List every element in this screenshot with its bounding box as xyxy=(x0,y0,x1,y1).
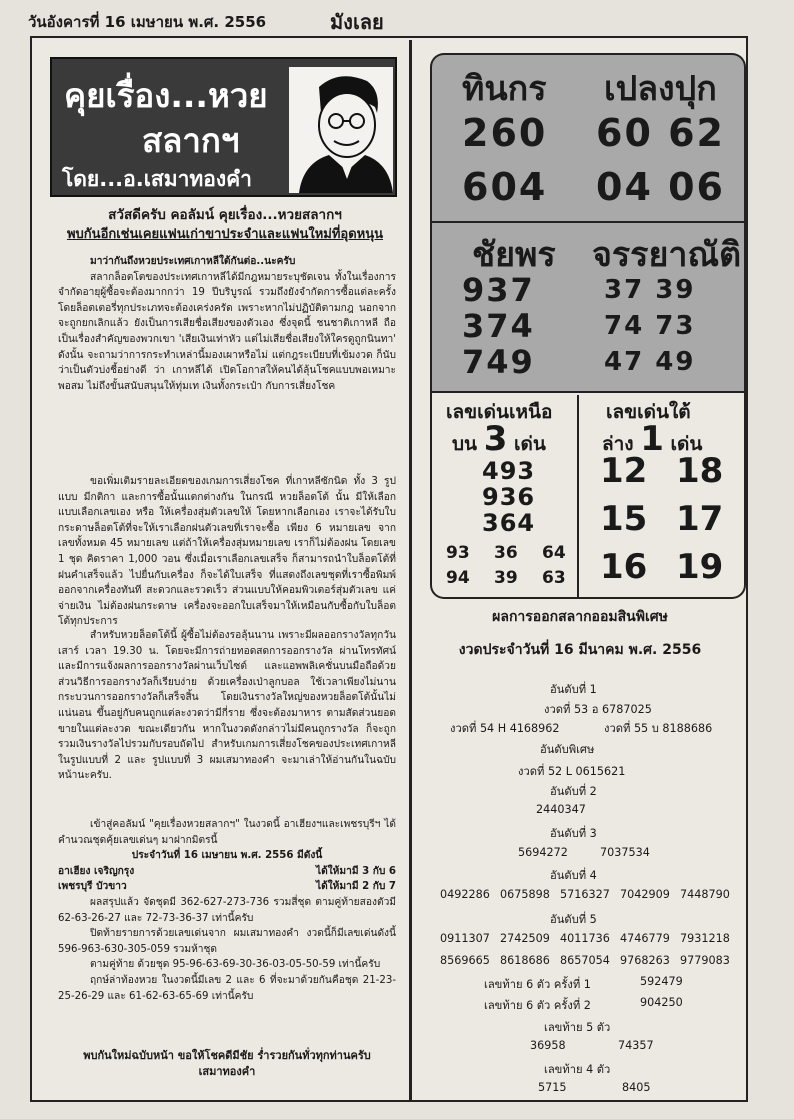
article-date-line: ประจำวันที่ 16 เมษายน พ.ศ. 2556 มีดังนี้ xyxy=(131,850,323,862)
lottery-heading: ผลการออกสลากออมสินพิเศษ xyxy=(492,609,668,625)
rank4-number: 5716327 xyxy=(560,888,610,901)
number-pair: 47 49 xyxy=(604,347,696,377)
prediction-panel-2 xyxy=(430,221,746,393)
number-pair: 04 06 xyxy=(596,165,725,209)
last6-1-label: เลขท้าย 6 ตัว ครั้งที่ 1 xyxy=(484,978,591,991)
rank4-number: 0492286 xyxy=(440,888,490,901)
bottom-pair: 19 xyxy=(676,547,724,587)
predictor-name-a: ทินกร xyxy=(462,69,547,109)
predictor-name-b: จรรยาณัติ xyxy=(592,235,742,275)
special-label: อันดับพิเศษ xyxy=(540,743,595,756)
rank5-number: 8657054 xyxy=(560,954,610,967)
article-text: ผลสรุปแล้ว จัดชุดมี 362-627-273-736 รวมสี่ชุด ตามคู่ท้ายสองตัวมี 62-63-26-27 และ 72-73-36-37 เท่านี้ครับ xyxy=(58,896,396,924)
rank5-label: อันดับที่ 5 xyxy=(550,913,597,926)
rank3-number: 7037534 xyxy=(600,846,650,859)
last6-1-number: 592479 xyxy=(640,975,683,988)
last4-number: 8405 xyxy=(622,1081,651,1094)
article-paragraph-1 xyxy=(58,254,396,394)
predictor-name: เพชรบุรี บัวขาว xyxy=(58,881,127,893)
rank3-number: 5694272 xyxy=(518,846,568,859)
article-paragraph-3: สำหรับหวยล็อตโต้นี้ ผู้ซื้อไม่ต้องรอลุ้นนาน เพราะมีผลออกรางวัลทุกวันเสาร์ เวลา 19.30 น. โดยจะมีการถ่ายทอดสดการออกรางวัล ผ่านโทรทัศน์ และมีการแจ้งผลการออกรางวัลผ่านเว็บไซต์ และแอพพลิเคชั่นบนมือถือด้วย ส่วนวิธีการออกรางวัลก็เรียบง่าย ด้วยเครื่องเป่าลูกบอล ใช้เวลาเพียงไม่นาน กระบวนการออกรางวัลก็เสร็จสิ้น โดยเงินรางวัลใหญ่ของหวยล็อตโต้นั้นไม่แน่นอน ขึ้นอยู่กับคนถูกแต่ละงวดว่ามีกี่ราย ซึ่งจะต้องมาหาร ตามสัดส่วนยอดขายในแต่ละงวด ขณะเดียวกัน หากในงวดดังกล่าวไม่มีคนถูกรางวัล ก็จะถูกรวมเงินรางวัลไปรวมกับรอบถัดไป สำหรับเกมการเสี่ยงโชคของประเทศเกาหลีในรูปแบบที่ 2 และ รูปแบบที่ 3 ผมเสมาทองคำ จะมาเล่าให้อ่านกันในฉบับหน้านะครับ. xyxy=(58,630,396,782)
greeting: สวัสดีครับ คอลัมน์ คุยเรื่อง...หวยสลากฯ xyxy=(108,207,342,223)
rank5-number: 9768263 xyxy=(620,954,670,967)
panel-divider xyxy=(577,395,579,598)
number-3digit: 260 xyxy=(462,111,548,155)
number-pair: 37 39 xyxy=(604,275,696,305)
bottom-pair: 18 xyxy=(676,451,724,491)
rank4-label: อันดับที่ 4 xyxy=(550,869,597,882)
bottom-pair: 17 xyxy=(676,499,724,539)
article-text: ฤกษ์ล่าท้องหวย ในงวดนี้มีเลข 2 และ 6 ที่จะมาด้วยกันคือชุด 21-23-25-26-29 และ 61-62-63-65-69 เท่านี้ครับ xyxy=(58,974,396,1002)
rank5-number: 7931218 xyxy=(680,932,730,945)
top-pair: 94 xyxy=(446,568,470,588)
rank1-line: งวดที่ 54 H 4168962 xyxy=(450,722,560,735)
last6-2-label: เลขท้าย 6 ตัว ครั้งที่ 2 xyxy=(484,999,591,1012)
predictor-name-b: เปลงปุก xyxy=(604,69,717,109)
top-pair: 64 xyxy=(542,543,566,563)
rank4-number: 7448790 xyxy=(680,888,730,901)
top-pair: 63 xyxy=(542,568,566,588)
banner-title-2: สลากฯ xyxy=(142,121,240,160)
article-text: ปิดท้ายรายการด้วยเลขเด่นจาก ผมเสมาทองคำ งวดนี้ก็มีเลขเด่นดังนี้ 596-963-630-305-059 รวมห้าชุด xyxy=(58,928,396,955)
last5-number: 74357 xyxy=(618,1039,654,1052)
top-number: 493 xyxy=(482,457,536,485)
article-paragraph-4 xyxy=(58,817,396,1004)
rank4-number: 7042909 xyxy=(620,888,670,901)
bottom-pair: 16 xyxy=(600,547,648,587)
rank5-number: 0911307 xyxy=(440,932,490,945)
number-3digit: 749 xyxy=(462,343,535,381)
rank5-number: 2742509 xyxy=(500,932,550,945)
featured-numbers-panel xyxy=(430,393,746,599)
top-number: 364 xyxy=(482,509,536,537)
closing-line: พบกันใหม่ฉบับหน้า ขอให้โชคดีมีชัย ร่ำรวยกันทั่วทุกท่านครับ xyxy=(83,1049,371,1062)
last5-label: เลขท้าย 5 ตัว xyxy=(544,1021,611,1034)
rank3-label: อันดับที่ 3 xyxy=(550,827,597,840)
bottom-title: เลขเด่นใต้ xyxy=(606,401,691,423)
rank5-number: 8618686 xyxy=(500,954,550,967)
rank5-number: 9779083 xyxy=(680,954,730,967)
closing xyxy=(58,1048,396,1080)
rank5-number: 8569665 xyxy=(440,954,490,967)
top-title: เลขเด่นเหนือ xyxy=(446,401,553,423)
lottery-subheading: งวดประจำวันที่ 16 มีนาคม พ.ศ. 2556 xyxy=(458,642,702,658)
prediction-row xyxy=(58,879,396,895)
top-pair: 36 xyxy=(494,543,518,563)
page-date: วันอังคารที่ 16 เมษายน พ.ศ. 2556 xyxy=(28,13,267,31)
rank2-label: อันดับที่ 2 xyxy=(550,785,597,798)
rank2-number: 2440347 xyxy=(536,803,586,816)
predictor-name-a: ชัยพร xyxy=(472,235,556,275)
last6-2-number: 904250 xyxy=(640,996,683,1009)
article-text: สลากล็อตโตของประเทศเกาหลีได้มีกฎหมายระบุชัดเจน ทั้งในเรื่องการจำกัดอายุผู้ซื้อจะต้องมากกว่า 19 ปีบริบูรณ์ รวมถึงยังจำกัดการซื้อแต่ละครั้ง โดยล็อตเตอรี่ทุกประเภทจะต้องเคร่งครัด เพราะหากไม่ปฏิบัติตามกฎ นอกจากจะถูกยกเลิกแล้ว ยังเป็นการเสียชื่อเสียงของตัวเอง ซึ่งจุดนี้ ชนชาติเกาหลี ถือเป็นเรื่องสำคัญของพวกเขา 'เสียเงินเท่าหัว แต่ไม่เสียชื่อเสียงให้ใครดูถูกนินทา' ดังนั้น จะถามว่าการกระทำเหล่านี้มองเผาหรือไม่ แต่กฎระเบียบที่เข้มงวด ก็นับว่าเป็นตัวบ่งชี้อย่างดี ว่า เกาหลีได้ เปิดโอกาสให้คนได้ลุ้นโชคแบบพอเหมาะพอสม ไม่ถึงขั้นสนับสนุนให้ทุ่มเท เงินทั้งกระเป๋า กับการเสี่ยงโชค xyxy=(58,271,396,392)
number-pair: 60 62 xyxy=(596,111,725,155)
bottom-pair: 15 xyxy=(600,499,648,539)
top-number: 936 xyxy=(482,483,536,511)
rank1-line: งวดที่ 53 อ 6787025 xyxy=(544,703,652,716)
last4-number: 5715 xyxy=(538,1081,567,1094)
rank5-number: 4746779 xyxy=(620,932,670,945)
banner-title-1: คุยเรื่อง...หวย xyxy=(64,76,268,115)
prediction-panel-1 xyxy=(430,53,746,221)
special-line: งวดที่ 52 L 0615621 xyxy=(518,765,626,778)
section-title: มังเลย xyxy=(330,10,384,34)
closing-signature: เสมาทองคำ xyxy=(198,1065,256,1078)
rank4-number: 0675898 xyxy=(500,888,550,901)
bottom-count: 1 xyxy=(640,419,664,459)
bottom-subtitle: ล่าง 1 เด่น xyxy=(602,419,703,459)
article-text: ตามคู่ท้าย ด้วยชุด 95-96-63-69-30-36-03-05-50-59 เท่านี้ครับ xyxy=(90,959,381,971)
number-3digit: 937 xyxy=(462,271,535,309)
column-divider xyxy=(409,40,412,1100)
number-pair: 74 73 xyxy=(604,311,696,341)
subgreeting: พบกันอีกเช่นเคยแฟนเก่าขาประจำและแฟนใหม่ที่อุดหนุน xyxy=(66,227,384,242)
column-banner xyxy=(50,57,397,197)
number-3digit: 374 xyxy=(462,307,535,345)
predictor-value: ได้ให้มามี 3 กับ 6 xyxy=(315,865,396,877)
article-paragraph-2: ขอเพิ่มเติมรายละเอียดของเกมการเสี่ยงโชค ที่เกาหลีซักนิด ทั้ง 3 รูปแบบ มีกติกา และการซื้อนั้นแตกต่างกัน ในกรณี หวยล็อตโต้ นั้น มีให้เลือกแบบเลือกเลขเอง หรือ ให้เครื่องสุ่มตัวเลขให้ โดยหากเลือกเอง เราจะได้รับใบกระดาษล็อตโต้ที่จะให้เราเลือกฝนตัวเลขที่เราจะซื้อ เพียง 6 หมายเลข จากเลขทั้งหมด 45 หมายเลข แต่ถ้าให้เครื่องสุ่มหมายเลข เราก็ไม่ต้องฝน โดยเลข 1 ชุด คิดราคา 1,000 วอน ซึ่งเมื่อเราเลือกเลขเสร็จ ก็สามารถนำใบล็อตโต้ที่ฝนคำเสร็จแล้ว ไปยื่นกับเครื่อง ก็จะได้ใบเสร็จ ที่แสดงถึงเลขชุดที่เราซื้อพิมพ์ออกจากเครื่องทันที สะดวกและรวดเร็ว ส่วนแบบให้คอมพิวเตอร์สุ่มตัวเลข แค่จ่ายเงิน ไม่ต้องฝนกระดาษ เครื่องจะออกใบเสร็จมาให้เหมือนกับซื้อกับใบล็อตโต้ทุกประการ xyxy=(58,476,396,628)
banner-byline: โดย...อ.เสมาทองคำ xyxy=(62,167,252,191)
predictor-value: ได้ให้มามี 2 กับ 7 xyxy=(315,881,396,893)
predictor-name: อาเฮียง เจริญกรุง xyxy=(58,865,135,877)
rank1-line: งวดที่ 55 บ 8188686 xyxy=(604,722,713,735)
rank5-number: 4011736 xyxy=(560,932,610,945)
columnist-portrait-icon xyxy=(289,67,393,193)
top-pair: 93 xyxy=(446,543,470,563)
top-count: 3 xyxy=(483,419,508,459)
top-pair: 39 xyxy=(494,568,518,588)
bottom-pair: 12 xyxy=(600,451,648,491)
top-subtitle: บน 3 เด่น xyxy=(452,419,546,459)
rank1-label: อันดับที่ 1 xyxy=(550,683,597,696)
number-3digit: 604 xyxy=(462,165,548,209)
last5-number: 36958 xyxy=(530,1039,566,1052)
article-text: เข้าสู่คอลัมน์ "คุยเรื่องหวยสลากฯ" ในงวดนี้ อาเฮียงฯและเพชรบุรีฯ ได้คำนวณชุดคุ้ยเลขเด่นๆ มาฝากมิตรนี้ xyxy=(58,819,396,846)
last4-label: เลขท้าย 4 ตัว xyxy=(544,1063,611,1076)
prediction-row xyxy=(58,864,396,880)
article-intro: มาว่ากันถึงหวยประเทศเกาหลีใต้กันต่อ..นะครับ xyxy=(90,256,296,267)
